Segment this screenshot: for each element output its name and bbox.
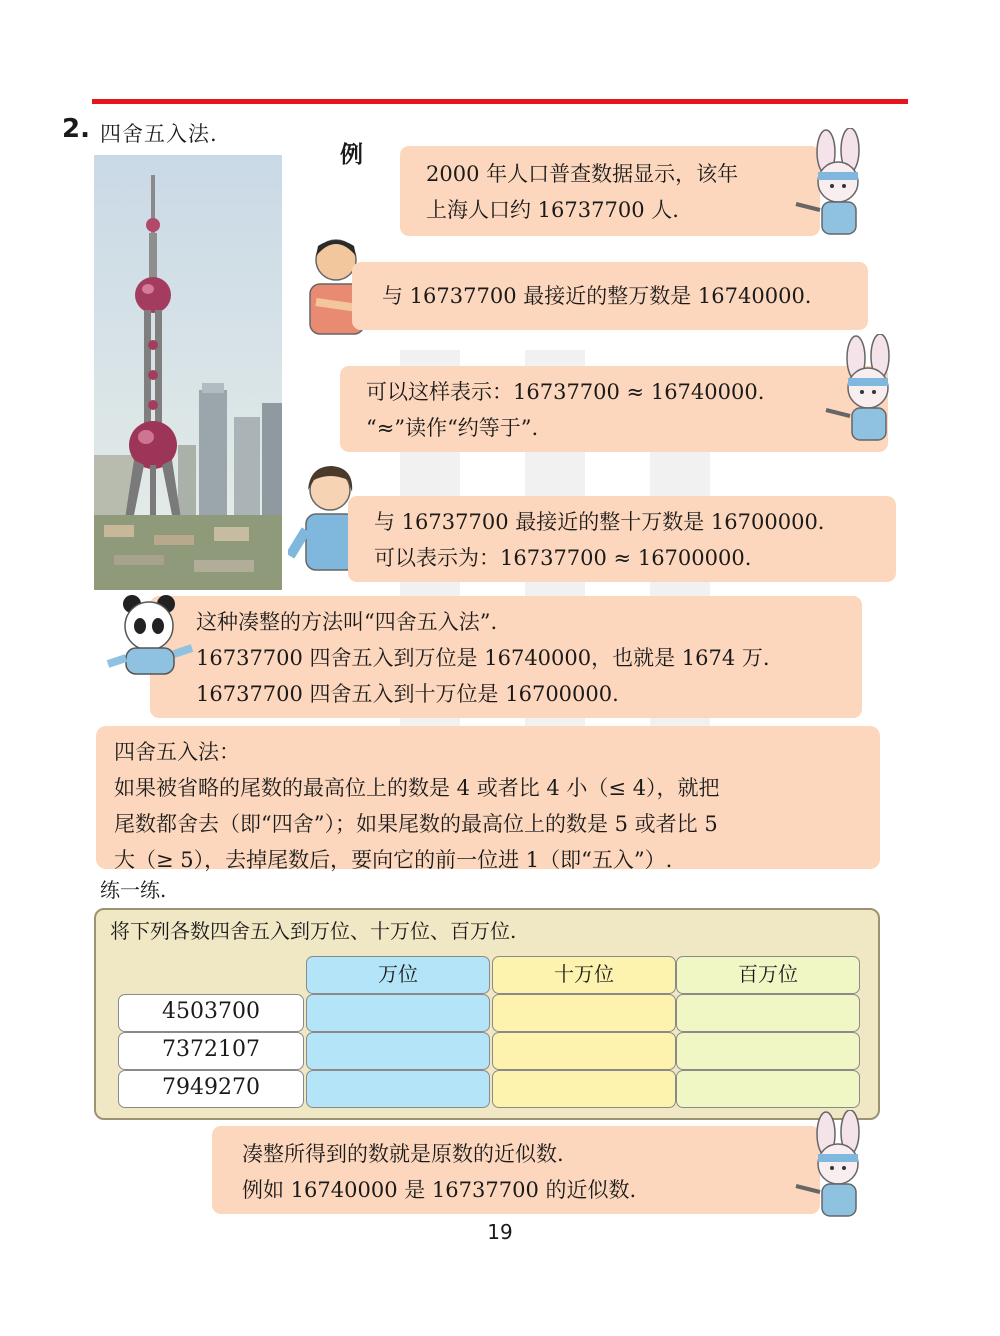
row-number: 7949270 [118, 1070, 304, 1108]
rule-line: 大（≥ 5），去掉尾数后，要向它的前一位进 1（即“五入”）. [114, 848, 673, 872]
speech-bubble-census [400, 146, 820, 236]
bubble-line: 可以表示为：16737700 ≈ 16700000. [374, 546, 752, 570]
rabbit-icon [820, 334, 916, 446]
answer-cell-shiwan[interactable] [492, 1070, 676, 1108]
bubble-line: 2000 年人口普查数据显示，该年 [426, 162, 739, 186]
bubble-line: 例如 16740000 是 16737700 的近似数. [242, 1178, 637, 1202]
speech-bubble-rounding-method [150, 596, 862, 718]
rule-definition-box [96, 726, 880, 872]
practice-instruction: 将下列各数四舍五入到万位、十万位、百万位. [110, 919, 517, 943]
practice-box [94, 908, 880, 1120]
answer-cell-shiwan[interactable] [492, 994, 676, 1032]
answer-cell-baiwan[interactable] [676, 1032, 860, 1070]
answer-cell-baiwan[interactable] [676, 1070, 860, 1108]
bubble-line: 16737700 四舍五入到万位是 16740000，也就是 1674 万. [196, 646, 770, 670]
rule-line: 尾数都舍去（即“四舍”）；如果尾数的最高位上的数是 5 或者比 5 [114, 812, 718, 836]
answer-cell-baiwan[interactable] [676, 994, 860, 1032]
header-shiwan: 十万位 [492, 956, 676, 994]
practice-title: 练一练. [100, 878, 167, 902]
bubble-line: 与 16737700 最接近的整万数是 16740000. [382, 284, 812, 308]
answer-cell-wan[interactable] [306, 1032, 490, 1070]
row-number: 7372107 [118, 1032, 304, 1070]
header-rule [92, 99, 908, 104]
bubble-line: 与 16737700 最接近的整十万数是 16700000. [374, 510, 825, 534]
header-wan: 万位 [306, 956, 490, 994]
speech-bubble-approximation [212, 1126, 820, 1214]
answer-cell-wan[interactable] [306, 1070, 490, 1108]
section-number: 2. [62, 114, 90, 144]
rabbit-icon [790, 128, 886, 240]
example-label: 例 [340, 141, 363, 168]
page-number: 19 [487, 1220, 513, 1244]
bubble-line: 凑整所得到的数就是原数的近似数. [242, 1142, 564, 1166]
rabbit-icon [790, 1110, 886, 1222]
rule-line: 如果被省略的尾数的最高位上的数是 4 或者比 4 小（≤ 4），就把 [114, 776, 720, 800]
rule-title: 四舍五入法： [114, 740, 240, 764]
section-title: 四舍五入法. [100, 122, 218, 146]
answer-cell-wan[interactable] [306, 994, 490, 1032]
header-baiwan: 百万位 [676, 956, 860, 994]
speech-bubble-nearest-shiwan [348, 496, 896, 582]
bubble-line: 可以这样表示：16737700 ≈ 16740000. [366, 380, 765, 404]
bubble-line: “≈”读作“约等于”. [366, 416, 539, 440]
bubble-line: 16737700 四舍五入到十万位是 16700000. [196, 682, 619, 706]
panda-icon [104, 592, 196, 676]
bubble-line: 上海人口约 16737700 人. [426, 198, 679, 222]
bubble-line: 这种凑整的方法叫“四舍五入法”. [196, 610, 498, 634]
answer-cell-shiwan[interactable] [492, 1032, 676, 1070]
row-number: 4503700 [118, 994, 304, 1032]
pearl-tower-photo [94, 155, 282, 590]
speech-bubble-nearest-wan [352, 262, 868, 330]
speech-bubble-approx [340, 366, 888, 452]
